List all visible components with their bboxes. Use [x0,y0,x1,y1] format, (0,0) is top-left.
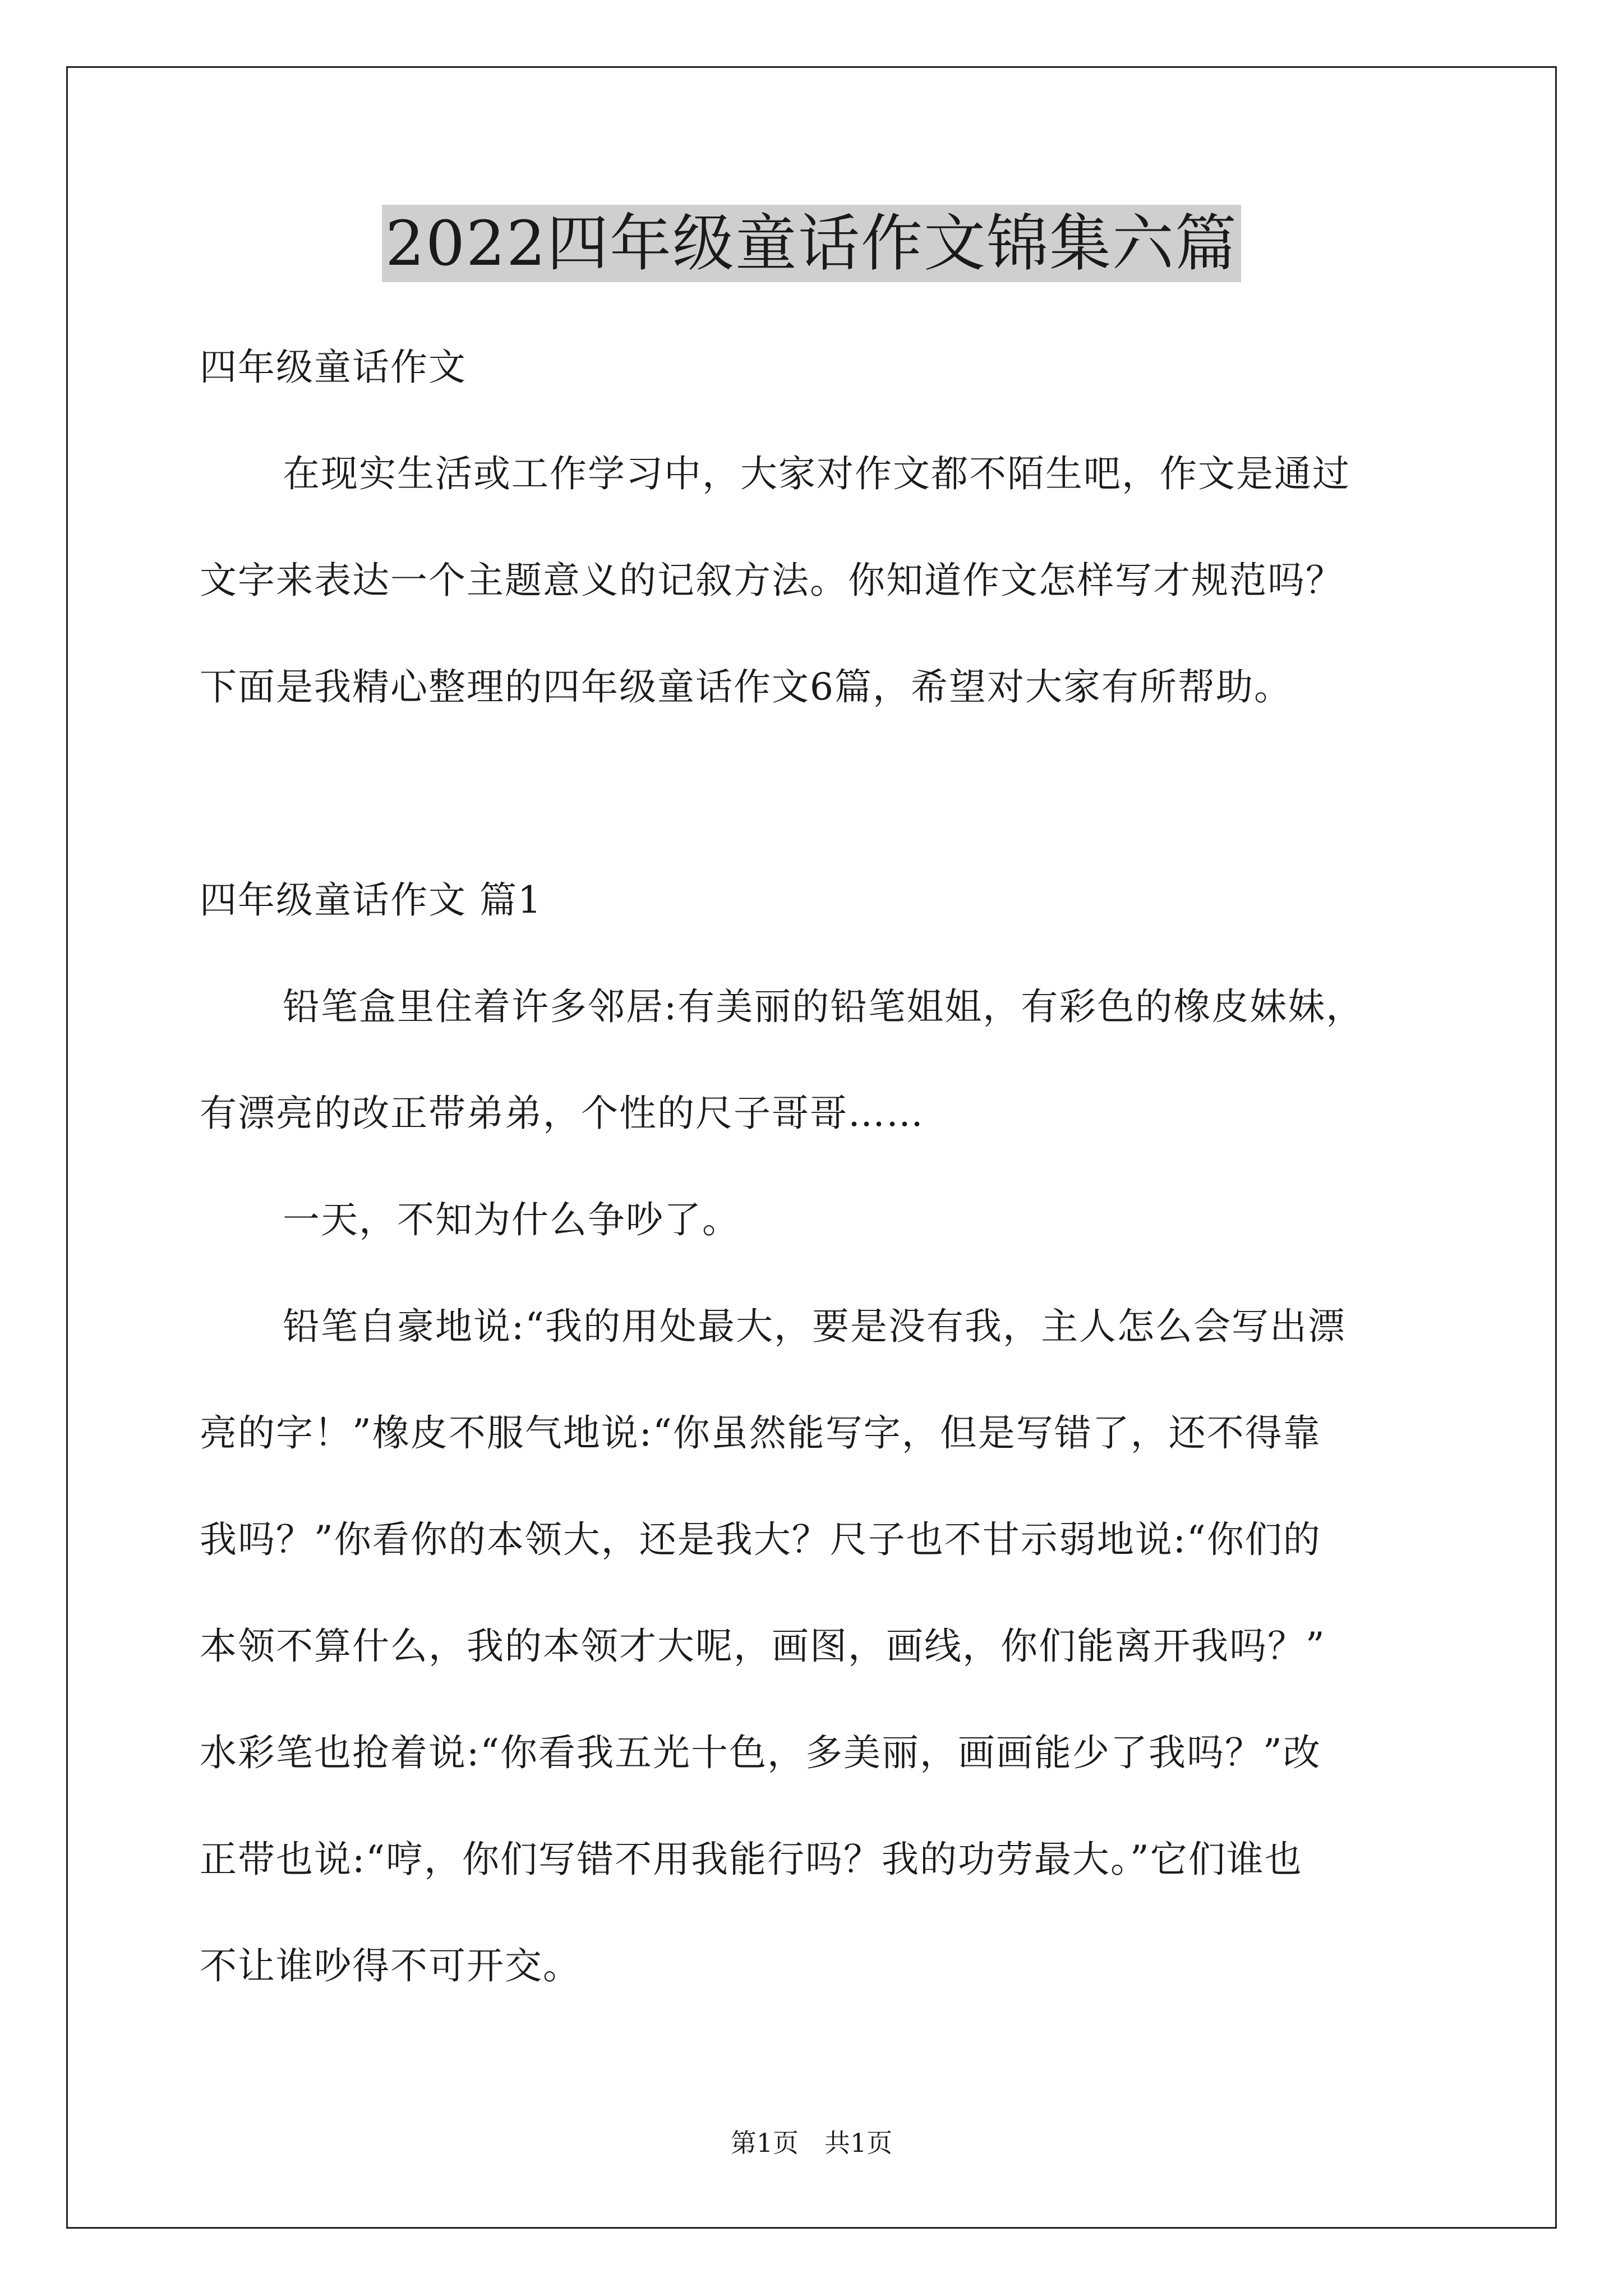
paragraph-line: 铅笔自豪地说:“我的用处最大，要是没有我，主人怎么会写出漂 [283,1305,1346,1348]
document-body [200,314,1436,2019]
paragraph-line: 不让谁吵得不可开交。 [200,1944,581,1987]
paragraph-line: 我吗？”你看你的本领大，还是我大？尺子也不甘示弱地说:“你们的 [200,1518,1321,1561]
page-number: 第1页 [730,2128,799,2158]
page-total: 共1页 [824,2128,893,2158]
paragraph-line: 正带也说:“哼，你们写错不用我能行吗？我的功劳最大。”它们谁也 [200,1838,1303,1881]
paragraph-line: 铅笔盒里住着许多邻居:有美丽的铅笔姐姐，有彩色的橡皮妹妹， [283,985,1364,1028]
paragraph-line: 亮的字！”橡皮不服气地说:“你虽然能写字，但是写错了，还不得靠 [200,1411,1321,1455]
intro-line: 文字来表达一个主题意义的记叙方法。你知道作文怎样写才规范吗？ [200,559,1344,602]
page-footer [0,2126,1623,2160]
paragraph-line: 有漂亮的改正带弟弟，个性的尺子哥哥…… [200,1092,924,1135]
paragraph-line: 本领不算什么，我的本领才大呢，画图，画线，你们能离开我吗？” [200,1625,1326,1668]
section-heading: 四年级童话作文 篇1 [200,878,542,922]
section-spacer [200,740,1436,847]
paragraph-line: 一天，不知为什么争吵了。 [283,1198,740,1241]
paragraph-line: 水彩笔也抢着说:“你看我五光十色，多美丽，画画能少了我吗？”改 [200,1731,1321,1774]
intro-line: 在现实生活或工作学习中，大家对作文都不陌生吧，作文是通过 [283,452,1350,495]
document-title: 2022四年级童话作文锦集六篇 [382,205,1241,282]
intro-line: 下面是我精心整理的四年级童话作文6篇，希望对大家有所帮助。 [200,665,1292,708]
intro-heading: 四年级童话作文 [200,346,467,389]
title-area [0,205,1623,282]
